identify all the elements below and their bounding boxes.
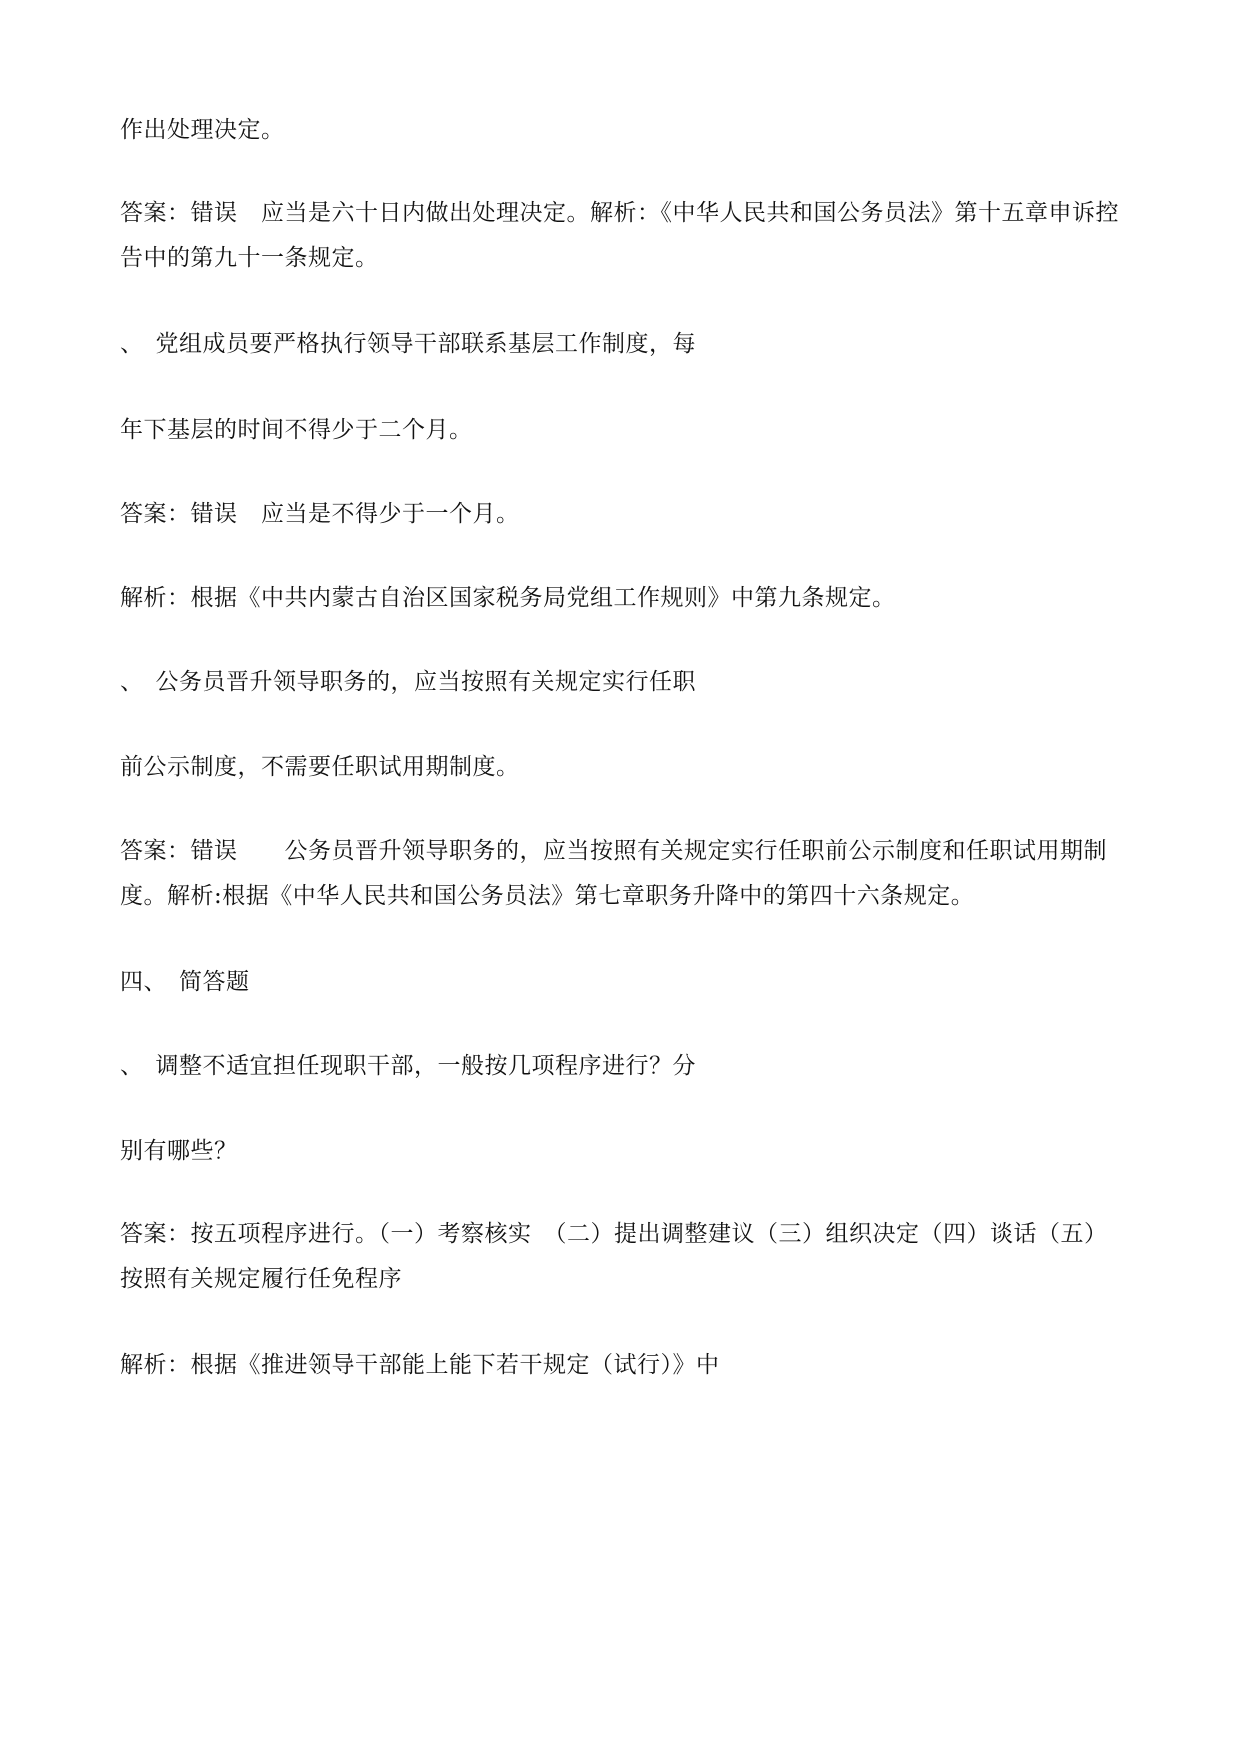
- question-paragraph-continuation: 前公示制度，不需要任职试用期制度。: [120, 754, 520, 780]
- question-paragraph: 、 调整不适宜担任现职干部，一般按几项程序进行？分: [120, 1053, 696, 1079]
- question-paragraph-continuation: 别有哪些？: [120, 1138, 238, 1164]
- explanation-paragraph: 解析：根据《中共内蒙古自治区国家税务局党组工作规则》中第九条规定。: [120, 585, 896, 611]
- question-paragraph: 、 党组成员要严格执行领导干部联系基层工作制度，每: [120, 331, 696, 357]
- answer-paragraph: 答案：错误 应当是六十日内做出处理决定。解析：《中华人民共和国公务员法》第十五章申诉控告中的第九十一条规定。: [120, 200, 1119, 271]
- paragraph-continuation: 作出处理决定。: [120, 117, 285, 143]
- section-heading: 四、 简答题: [120, 969, 250, 995]
- question-paragraph-continuation: 年下基层的时间不得少于二个月。: [120, 417, 473, 443]
- answer-paragraph: 答案：按五项程序进行。（一）考察核实 （二）提出调整建议（三）组织决定（四）谈话（五）按照有关规定履行任免程序: [120, 1221, 1108, 1292]
- answer-paragraph: 答案：错误 公务员晋升领导职务的，应当按照有关规定实行任职前公示制度和任职试用期制度。解析:根据《中华人民共和国公务员法》第七章职务升降中的第四十六条规定。: [120, 838, 1107, 909]
- answer-paragraph: 答案：错误 应当是不得少于一个月。: [120, 501, 520, 527]
- explanation-paragraph: 解析：根据《推进领导干部能上能下若干规定（试行）》中: [120, 1352, 720, 1378]
- question-paragraph: 、 公务员晋升领导职务的，应当按照有关规定实行任职: [120, 669, 696, 695]
